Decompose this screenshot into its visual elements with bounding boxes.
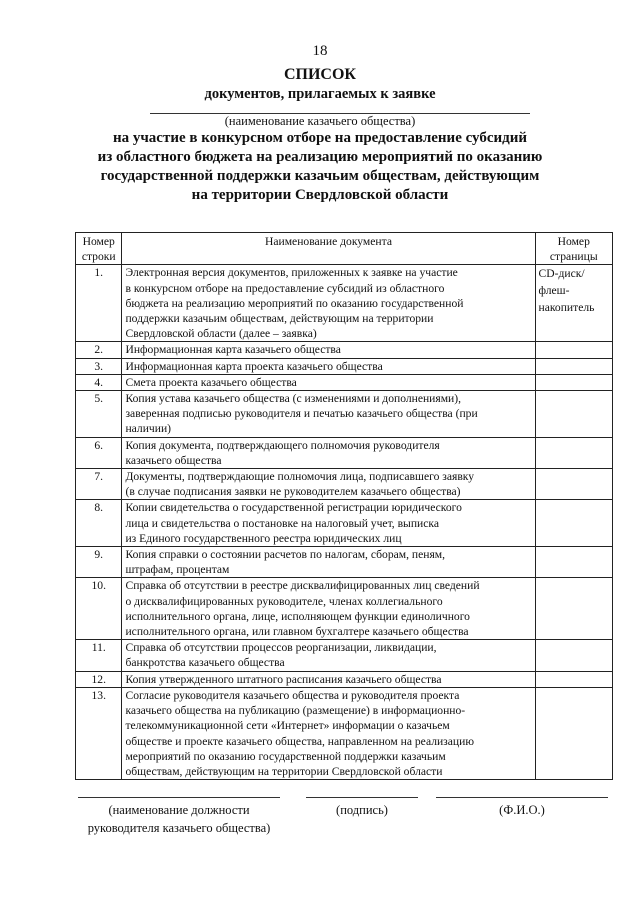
document-name [122, 391, 535, 438]
document-name [122, 265, 535, 342]
table-row [76, 358, 613, 374]
document-name-line: Свердловской области (далее – заявка) [125, 327, 317, 341]
document-name-line: Копия устава казачьего общества (с изменениями и дополнениями), [125, 392, 462, 406]
document-name-line: казачьего общества на публикацию (размещение) в информационно- [125, 704, 466, 718]
document-name-line: Согласие руководителя казачьего общества и руководителя проекта [125, 688, 460, 702]
position-caption-line: руководителя казачьего общества) [87, 821, 271, 835]
page-number-line: накопитель [538, 301, 595, 315]
row-number: 3. [76, 358, 122, 374]
page-number-cell [535, 358, 612, 374]
header-page-number [535, 233, 612, 265]
document-name-line: обществе и проекте казачьего общества, направленном на реализацию [125, 734, 474, 748]
document-name-line: Смета проекта казачьего общества [125, 375, 297, 389]
page-number-cell [535, 437, 612, 468]
purpose-line: на участие в конкурсном отборе на предоставление субсидий [112, 130, 528, 146]
document-name-line: исполнительного органа, лице, исполняющем функции единоличного [125, 609, 470, 623]
position-line [78, 797, 280, 798]
page-number-cell [535, 374, 612, 390]
document-name-line: штрафам, процентам [125, 563, 230, 577]
purpose-line: из областного бюджета на реализацию мероприятий по оказанию [97, 149, 543, 165]
document-name-line: Копия утвержденного штатного расписания казачьего общества [125, 672, 442, 686]
header-text: Номер [82, 235, 115, 248]
document-name-line: (в случае подписания заявки не руководителем казачьего общества) [125, 485, 461, 499]
signature-caption: (подпись) [336, 803, 388, 817]
page-number-line: CD-диск/ [538, 267, 585, 281]
document-name-line: исполнительного органа, или главном бухгалтере казачьего общества [125, 625, 469, 639]
purpose-line: государственной поддержки казачьим обществам, действующим [100, 168, 540, 184]
document-name-line: Копия документа, подтверждающего полномочия руководителя [125, 438, 440, 452]
document-name [122, 342, 535, 358]
document-name [122, 374, 535, 390]
page-number-cell [535, 500, 612, 547]
page-number-cell [535, 671, 612, 687]
row-number: 1. [76, 265, 122, 342]
document-name [122, 358, 535, 374]
row-number: 7. [76, 469, 122, 500]
page-number-cell [535, 391, 612, 438]
document-name-line: поддержки казачьим обществам, действующим на территории [125, 312, 434, 326]
row-number: 2. [76, 342, 122, 358]
page-number-cell [535, 342, 612, 358]
page-number-cell [535, 640, 612, 671]
table-row [76, 640, 613, 671]
document-name-line: банкротства казачьего общества [125, 656, 285, 670]
document-name-line: казачьего общества [125, 453, 222, 467]
document-name [122, 500, 535, 547]
row-number: 12. [76, 671, 122, 687]
document-name-line: бюджета на реализацию мероприятий по оказанию государственной [125, 296, 464, 310]
header-text: строки [81, 250, 116, 264]
row-number: 5. [76, 391, 122, 438]
table-header-row [76, 233, 613, 265]
document-name [122, 671, 535, 687]
document-name-line: обществам, действующим на территории Свердловской области [125, 764, 443, 778]
row-number: 10. [76, 578, 122, 640]
table-row [76, 687, 613, 779]
document-name [122, 469, 535, 500]
document-name-line: Электронная версия документов, приложенных к заявке на участие [125, 266, 458, 280]
table-row [76, 547, 613, 578]
position-caption-line: (наименование должности [108, 803, 250, 817]
document-name-line: Справка об отсутствии процессов реорганизации, ликвидации, [125, 641, 437, 655]
header-text: Номер [557, 235, 590, 248]
position-caption [78, 801, 280, 837]
document-name-line: лица и свидетельства о постановке на налоговый учет, выписка [125, 516, 439, 530]
document-name-line: Документы, подтверждающие полномочия лица, подписавшего заявку [125, 470, 475, 484]
table-row [76, 500, 613, 547]
document-title: СПИСОК [283, 66, 357, 83]
row-number: 13. [76, 687, 122, 779]
row-number: 6. [76, 437, 122, 468]
table-body [76, 265, 613, 780]
document-name-line: из Единого государственного реестра юридических лиц [125, 531, 402, 545]
document-name-line: Копия справки о состоянии расчетов по налогам, сборам, пеням, [125, 548, 446, 562]
page-number-line: флеш- [538, 284, 570, 298]
header-row-number [76, 233, 122, 265]
page-number: 18 [312, 43, 328, 59]
document-name [122, 547, 535, 578]
document-name-line: Копии свидетельства о государственной регистрации юридического [125, 501, 462, 515]
document-name-line: телекоммуникационной сети «Интернет» информации о казачьем [125, 719, 450, 733]
document-name-line: Информационная карта казачьего общества [125, 343, 341, 357]
document-name [122, 437, 535, 468]
document-name-line: мероприятий по оказанию государственной поддержки казачьим [125, 749, 446, 763]
document-name [122, 578, 535, 640]
header-text: страницы [549, 250, 598, 264]
row-number: 4. [76, 374, 122, 390]
org-name-caption: (наименование казачьего общества) [224, 114, 416, 128]
table-row [76, 265, 613, 342]
document-name [122, 640, 535, 671]
signature-line [306, 797, 418, 798]
document-name-line: Информационная карта проекта казачьего общества [125, 359, 383, 373]
table-row [76, 374, 613, 390]
documents-table [75, 232, 613, 780]
table-row [76, 437, 613, 468]
row-number: 11. [76, 640, 122, 671]
table-row [76, 391, 613, 438]
name-caption: (Ф.И.О.) [499, 803, 545, 817]
header-document-name [122, 233, 535, 265]
table-row [76, 578, 613, 640]
document-name-line: наличии) [125, 422, 172, 436]
table-row [76, 342, 613, 358]
row-number: 8. [76, 500, 122, 547]
page-number-cell [535, 547, 612, 578]
table-row [76, 469, 613, 500]
table-row [76, 671, 613, 687]
document-name-line: Справка об отсутствии в реестре дисквалифицированных лиц сведений [125, 579, 480, 593]
page-number-cell [535, 265, 612, 342]
page-number-cell [535, 469, 612, 500]
document-name [122, 687, 535, 779]
document-name-line: в конкурсном отборе на предоставление субсидий из областного [125, 281, 445, 295]
document-subtitle: документов, прилагаемых к заявке [204, 86, 436, 102]
document-name-line: заверенная подписью руководителя и печатью казачьего общества (при [125, 407, 478, 421]
row-number: 9. [76, 547, 122, 578]
document-name-line: о дисквалифицированных руководителе, членах коллегиального [125, 594, 443, 608]
name-line [436, 797, 608, 798]
header-text: Наименование документа [265, 235, 392, 248]
page-number-cell [535, 687, 612, 779]
purpose-line: на территории Свердловской области [191, 187, 449, 203]
page-number-cell [535, 578, 612, 640]
purpose-text [0, 129, 640, 205]
